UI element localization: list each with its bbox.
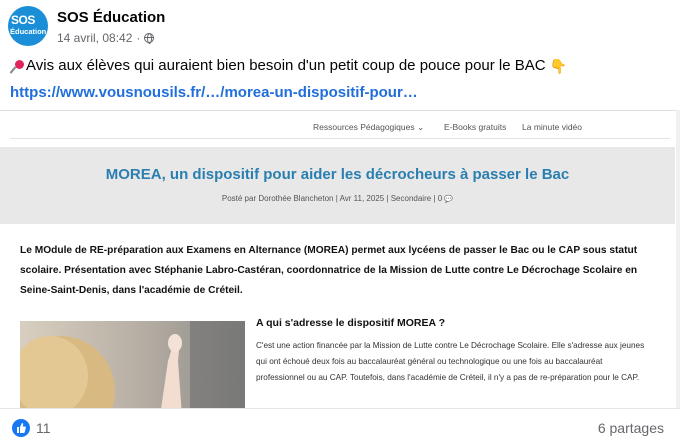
post-meta [57, 31, 154, 45]
site-nav [0, 111, 680, 139]
comment-icon: 💬 [444, 196, 454, 203]
article-intro: Le MOdule de RE-préparation aux Examens en Alternance (MOREA) permet aux lycéens de passer le Bac ou le CAP sous statut scolaire. Présentation avec Stéphanie Labro-Castéran, coordonnatrice de la Mission de Lutte contre Le Décrochage Scolaire en Seine-Saint-Denis, dans l'académie de Créteil. [20, 245, 638, 296]
post-text [10, 57, 567, 74]
article-meta [0, 194, 675, 203]
section-body: C'est une action financée par la Mission de Lutte contre Le Décrochage Scolaire. Elle s'adresse aux jeunes qui ont échoué deux fois au baccalauréat général ou technologique ou une fois au baccalauréat professionnel ou au CAP. Toutefois, dans l'académie de Créteil, il n'y a pas de re-préparation pour le CAP. [256, 341, 645, 382]
article-hero [0, 147, 675, 224]
page-name[interactable]: SOS Éducation [57, 9, 166, 26]
nav-item-ebooks[interactable]: E-Books gratuits [444, 122, 507, 132]
meta-separator: · [136, 31, 141, 45]
article-image [20, 321, 245, 408]
link-preview[interactable] [0, 110, 680, 408]
post-header [8, 6, 672, 50]
like-count[interactable]: 11 [36, 420, 51, 436]
avatar-logo-text: SOS [11, 13, 35, 27]
avatar-logo-subtext: Éducation [10, 27, 47, 36]
post-message: Avis aux élèves qui auraient bien besoin d'un petit coup de pouce pour le BAC [26, 57, 546, 74]
like-icon[interactable] [12, 419, 30, 437]
pointing-down-icon: 👇 [549, 57, 568, 74]
globe-icon[interactable] [144, 33, 154, 43]
post-footer [0, 408, 680, 441]
nav-divider [10, 138, 670, 139]
post-date[interactable]: 14 avril, 08:42 [57, 31, 133, 45]
section-title: A qui s'adresse le dispositif MOREA ? [256, 317, 446, 329]
share-count[interactable]: 6 partages [597, 420, 664, 436]
nav-item-minute-video[interactable]: La minute vidéo [522, 122, 583, 132]
nav-item-ressources[interactable]: Ressources Pédagogiques ⌄ [313, 122, 425, 132]
classroom-photo [20, 321, 245, 408]
preview-scrollbar[interactable] [676, 110, 680, 408]
article-meta-text: Posté par Dorothée Blancheton | Avr 11, 2025 | Secondaire | 0 [221, 194, 443, 203]
article-title[interactable]: MOREA, un dispositif pour aider les décrocheurs à passer le Bac [105, 166, 570, 183]
page-avatar[interactable] [8, 6, 48, 46]
post-link[interactable]: https://www.vousnousils.fr/…/morea-un-dispositif-pour… [10, 84, 418, 101]
pushpin-icon [10, 59, 24, 73]
